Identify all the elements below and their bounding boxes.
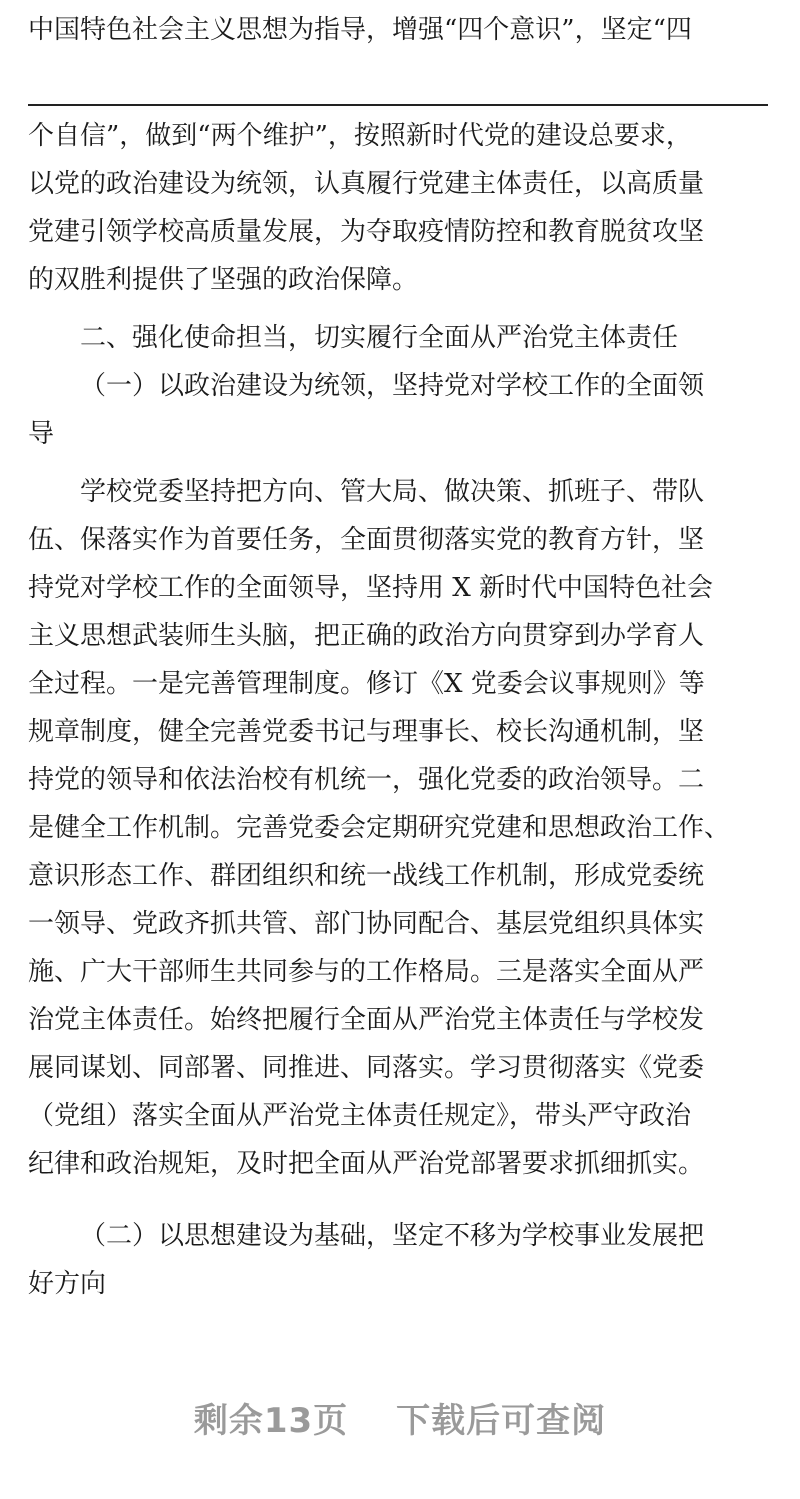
text-line: 以党的政治建设为统领，认真履行党建主体责任，以高质量 — [28, 169, 705, 199]
remaining-pages-label: 剩余13页 — [193, 1401, 349, 1441]
subheading: （一）以政治建设为统领，坚持党对学校工作的全面领 — [80, 371, 705, 401]
subheading: （二）以思想建设为基础，坚定不移为学校事业发展把 — [80, 1221, 705, 1251]
subheading-continuation: 好方向 — [28, 1269, 107, 1299]
text-line: 个自信”，做到“两个维护”，按照新时代党的建设总要求， — [28, 121, 692, 151]
text-line: 规章制度，健全完善党委书记与理事长、校长沟通机制，坚 — [28, 717, 705, 747]
text-line: （党组）落实全面从严治党主体责任规定》，带头严守政治 — [28, 1101, 692, 1131]
text-line: 一领导、党政齐抓共管、部门协同配合、基层党组织具体实 — [28, 909, 705, 939]
text-line: 是健全工作机制。完善党委会定期研究党建和思想政治工作、 — [28, 813, 731, 843]
text-line: 治党主体责任。始终把履行全面从严治党主体责任与学校发 — [28, 1005, 705, 1035]
text-line: 意识形态工作、群团组织和统一战线工作机制，形成党委统 — [28, 861, 705, 891]
text-line: 主义思想武装师生头脑，把正确的政治方向贯穿到办学育人 — [28, 621, 705, 651]
text-line: 施、广大干部师生共同参与的工作格局。三是落实全面从严 — [28, 957, 705, 987]
subheading-continuation: 导 — [28, 419, 55, 449]
download-prompt[interactable] — [0, 1396, 800, 1446]
text-line: 的双胜利提供了坚强的政治保障。 — [28, 265, 419, 295]
text-line: 中国特色社会主义思想为指导，增强“四个意识”，坚定“四 — [28, 15, 692, 45]
text-line: 纪律和政治规矩，及时把全面从严治党部署要求抓细抓实。 — [28, 1149, 705, 1179]
text-line: 持党对学校工作的全面领导，坚持用 X 新时代中国特色社会 — [28, 573, 714, 603]
text-line: 学校党委坚持把方向、管大局、做决策、抓班子、带队 — [80, 477, 705, 507]
text-line: 全过程。一是完善管理制度。修订《X 党委会议事规则》等 — [28, 669, 705, 699]
text-line: 党建引领学校高质量发展，为夺取疫情防控和教育脱贫攻坚 — [28, 217, 705, 247]
page-divider — [28, 104, 768, 106]
text-line: 伍、保落实作为首要任务，全面贯彻落实党的教育方针，坚 — [28, 525, 705, 555]
download-to-view-label: 下载后可查阅 — [396, 1401, 607, 1441]
text-line: 展同谋划、同部署、同推进、同落实。学习贯彻落实《党委 — [28, 1053, 705, 1083]
section-heading: 二、强化使命担当，切实履行全面从严治党主体责任 — [80, 323, 679, 353]
text-line: 持党的领导和依法治校有机统一，强化党委的政治领导。二 — [28, 765, 705, 795]
